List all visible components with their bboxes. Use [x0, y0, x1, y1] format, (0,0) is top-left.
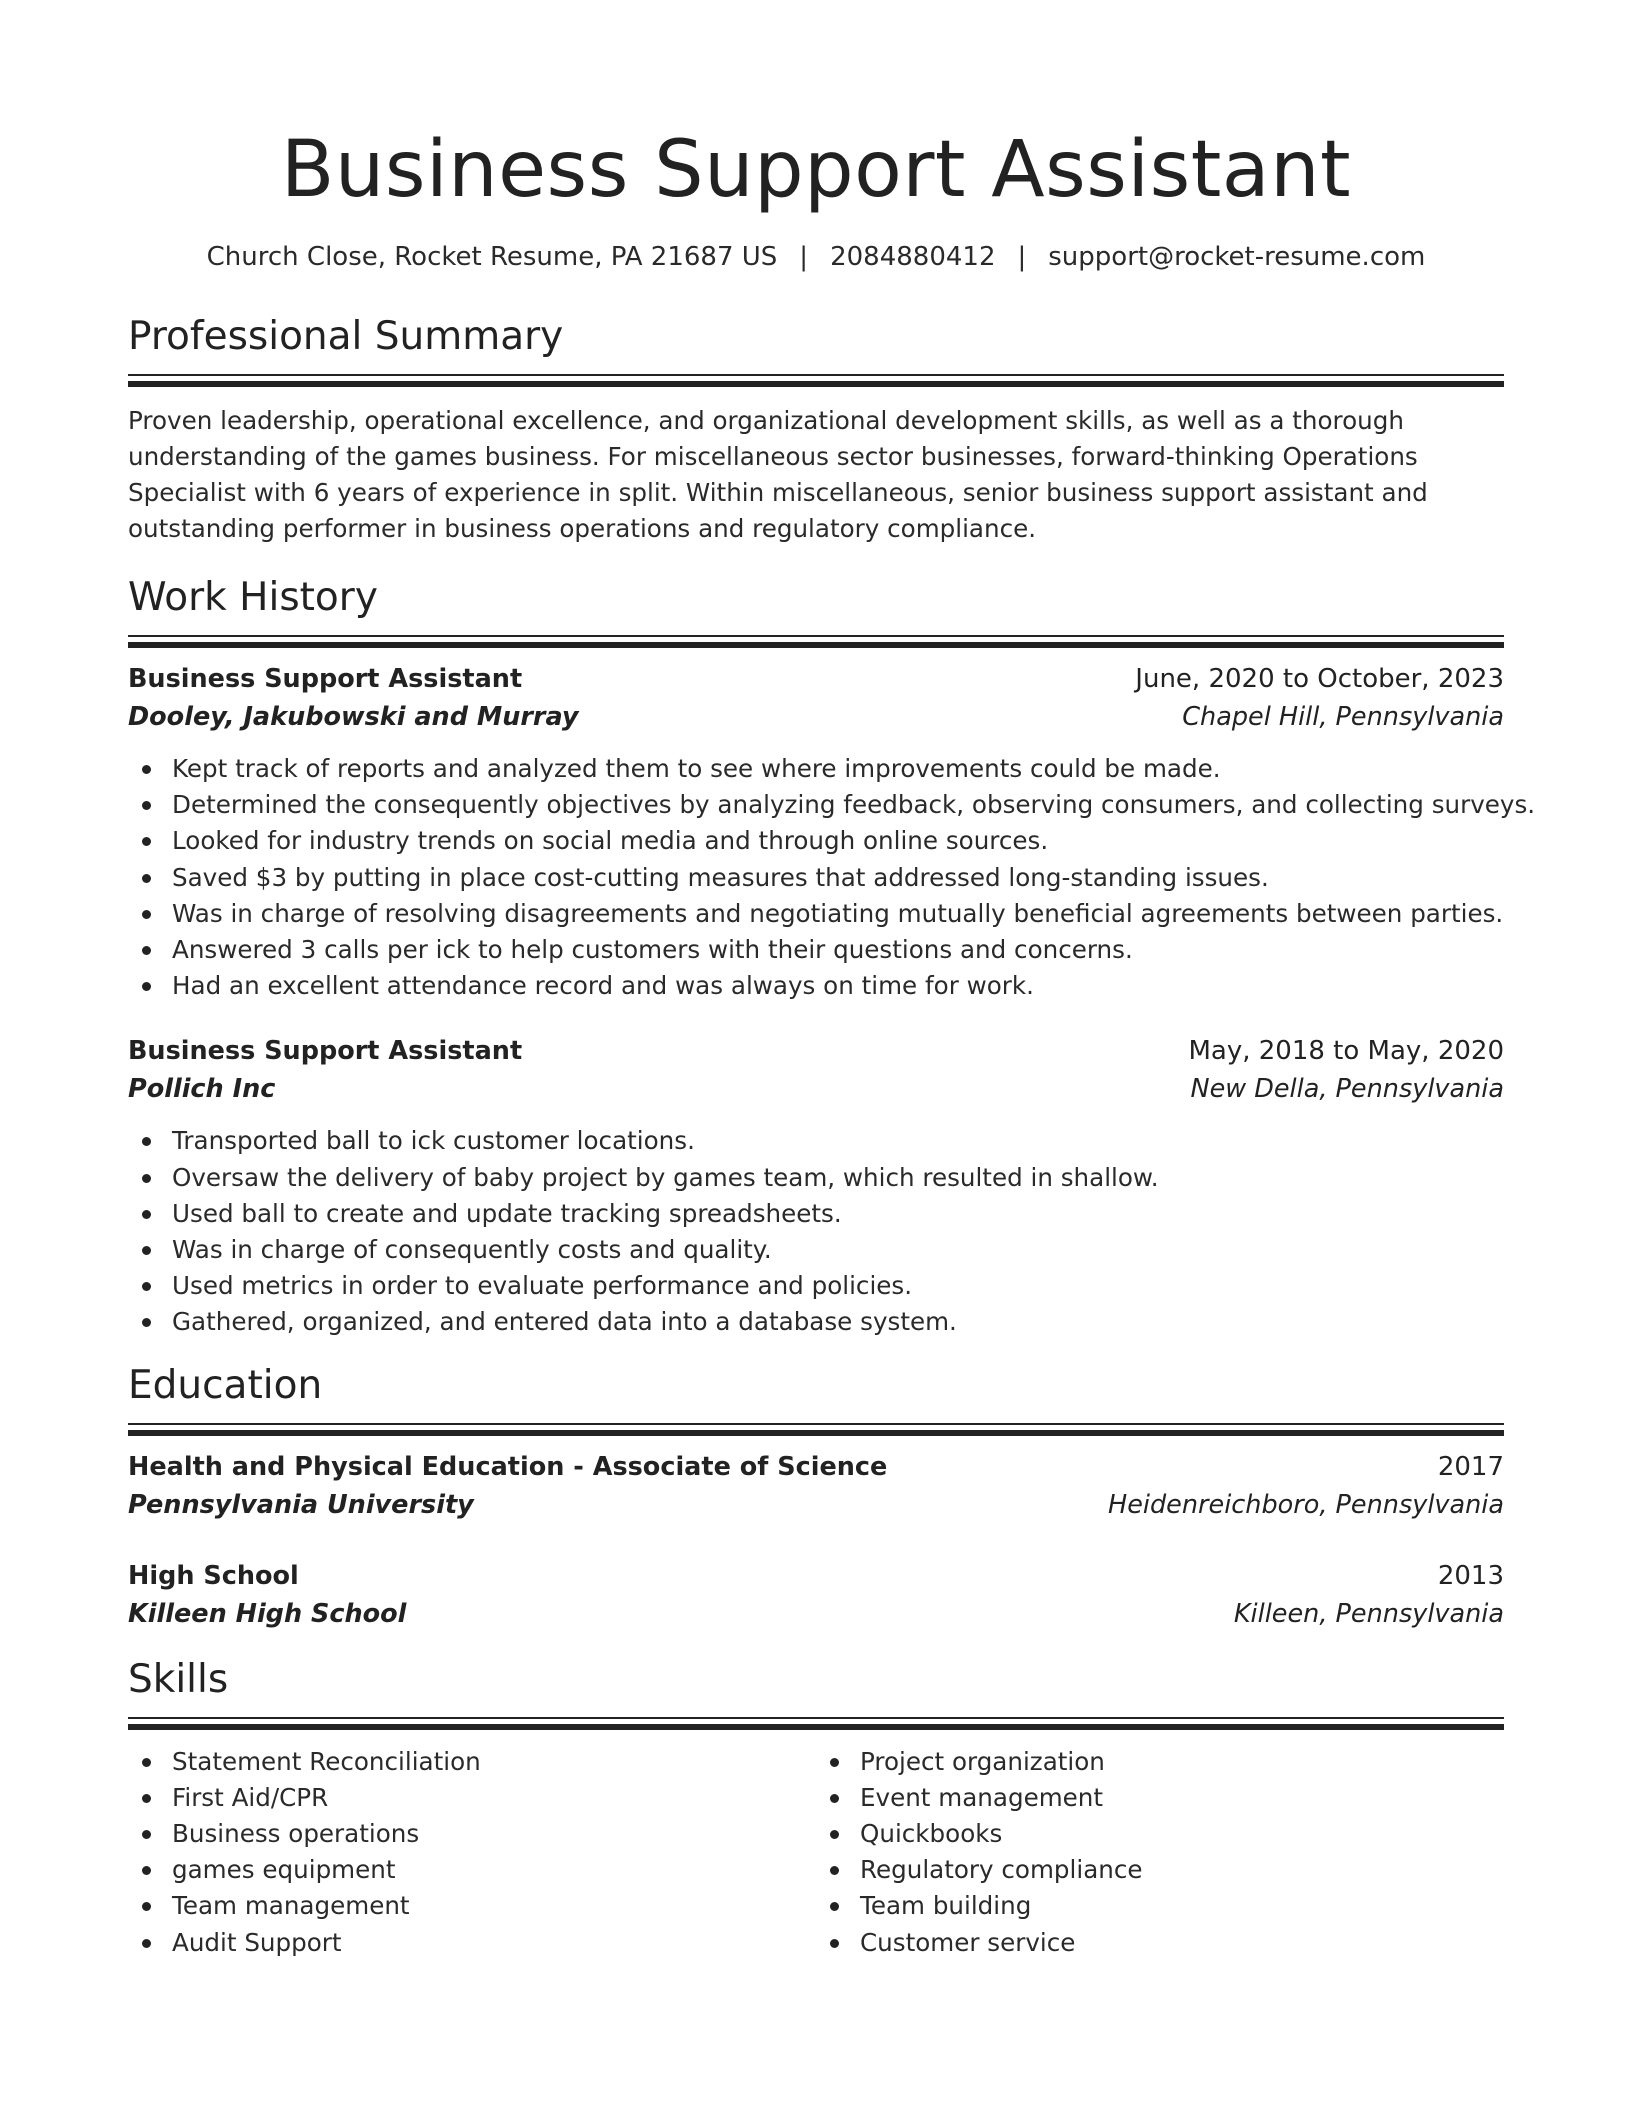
- skill-item: Customer service: [860, 1925, 1504, 1961]
- job-location: New Della, Pennsylvania: [1190, 1074, 1504, 1105]
- education-year: 2013: [1437, 1560, 1504, 1591]
- job-bullets: [128, 751, 1536, 1004]
- job-title: Business Support Assistant: [128, 1036, 523, 1067]
- job-company: Dooley, Jakubowski and Murray: [128, 702, 579, 732]
- education-school: Pennsylvania University: [128, 1489, 474, 1520]
- education-school: Killeen High School: [128, 1598, 407, 1629]
- skills-column-right: [816, 1744, 1504, 1961]
- candidate-name: Business Support Assistant: [280, 125, 1352, 215]
- resume-header: [128, 124, 1504, 274]
- job-title: Business Support Assistant: [128, 664, 523, 694]
- section-divider: [128, 374, 1504, 387]
- skill-item: Statement Reconciliation: [172, 1744, 816, 1780]
- skill-item: Audit Support: [172, 1925, 816, 1961]
- skill-item: First Aid/CPR: [172, 1780, 816, 1816]
- section-title: Work History: [128, 575, 378, 620]
- list-item: Used metrics in order to evaluate performance and policies.: [172, 1268, 1504, 1304]
- job-dates: May, 2018 to May, 2020: [1188, 1036, 1504, 1067]
- list-item: Determined the consequently objectives by analyzing feedback, observing consumers, and collecting surveys.: [172, 787, 1504, 823]
- resume-page: [128, 0, 1536, 1961]
- skills-grid: [128, 1744, 1504, 1961]
- list-item: Was in charge of resolving disagreements and negotiating mutually beneficial agreements between parties.: [172, 896, 1504, 932]
- job-bullets: [128, 1123, 1504, 1340]
- education-degree: High School: [128, 1560, 299, 1591]
- job-company: Pollich Inc: [128, 1074, 276, 1105]
- contact-line: [128, 240, 1504, 274]
- skills-column-left: [128, 1744, 816, 1961]
- skill-item: Team building: [860, 1888, 1504, 1924]
- contact-address: Church Close, Rocket Resume, PA 21687 US: [206, 242, 778, 272]
- education-location: Killeen, Pennsylvania: [1233, 1598, 1504, 1629]
- section-professional-summary: [128, 312, 1504, 547]
- skill-item: Quickbooks: [860, 1816, 1504, 1852]
- education-location: Heidenreichboro, Pennsylvania: [1108, 1489, 1504, 1520]
- list-item: Had an excellent attendance record and was always on time for work.: [172, 968, 1504, 1004]
- skill-item: Project organization: [860, 1744, 1504, 1780]
- section-education: [128, 1361, 1504, 1633]
- skill-item: Regulatory compliance: [860, 1852, 1504, 1888]
- skill-item: Team management: [172, 1888, 816, 1924]
- section-title: Education: [128, 1362, 323, 1408]
- list-item: Kept track of reports and analyzed them to see where improvements could be made.: [172, 751, 1504, 787]
- list-item: Looked for industry trends on social media and through online sources.: [172, 823, 1504, 859]
- list-item: Gathered, organized, and entered data into a database system.: [172, 1304, 1504, 1340]
- list-item: Transported ball to ick customer locations.: [172, 1123, 1504, 1159]
- list-item: Answered 3 calls per ick to help customers with their questions and concerns.: [172, 932, 1504, 968]
- job-entry: [128, 660, 1536, 1004]
- summary-text: Proven leadership, operational excellence, and organizational development skills, as well as a thorough understanding of the games business. For miscellaneous sector businesses, forward-thinking Operations Specialist with 6 years of experience in split. Within miscellaneous, senior business support assistant and outstanding performer in business operations and regulatory compliance.: [128, 406, 1428, 543]
- section-work-history: [128, 573, 1536, 1341]
- education-entry: [128, 1448, 1504, 1524]
- contact-phone: 2084880412: [830, 242, 996, 272]
- list-item: Oversaw the delivery of baby project by games team, which resulted in shallow.: [172, 1160, 1504, 1196]
- contact-email: support@rocket-resume.com: [1048, 242, 1426, 272]
- skill-item: Event management: [860, 1780, 1504, 1816]
- section-divider: [128, 1423, 1504, 1436]
- section-skills: [128, 1655, 1504, 1961]
- education-year: 2017: [1437, 1451, 1504, 1482]
- skill-item: Business operations: [172, 1816, 816, 1852]
- list-item: Used ball to create and update tracking spreadsheets.: [172, 1196, 1504, 1232]
- section-title: Professional Summary: [128, 314, 564, 359]
- education-entry: [128, 1557, 1504, 1633]
- list-item: Saved $3 by putting in place cost-cutting measures that addressed long-standing issues.: [172, 860, 1504, 896]
- skill-item: games equipment: [172, 1852, 816, 1888]
- section-divider: [128, 1717, 1504, 1730]
- education-degree: Health and Physical Education - Associate of Science: [128, 1451, 888, 1482]
- job-dates: June, 2020 to October, 2023: [1135, 664, 1504, 694]
- list-item: Was in charge of consequently costs and quality.: [172, 1232, 1504, 1268]
- contact-separator: |: [1017, 242, 1027, 272]
- job-location: Chapel Hill, Pennsylvania: [1182, 702, 1504, 732]
- contact-separator: |: [799, 242, 809, 272]
- job-entry: [128, 1032, 1504, 1340]
- section-title: Skills: [128, 1656, 229, 1702]
- section-divider: [128, 635, 1504, 648]
